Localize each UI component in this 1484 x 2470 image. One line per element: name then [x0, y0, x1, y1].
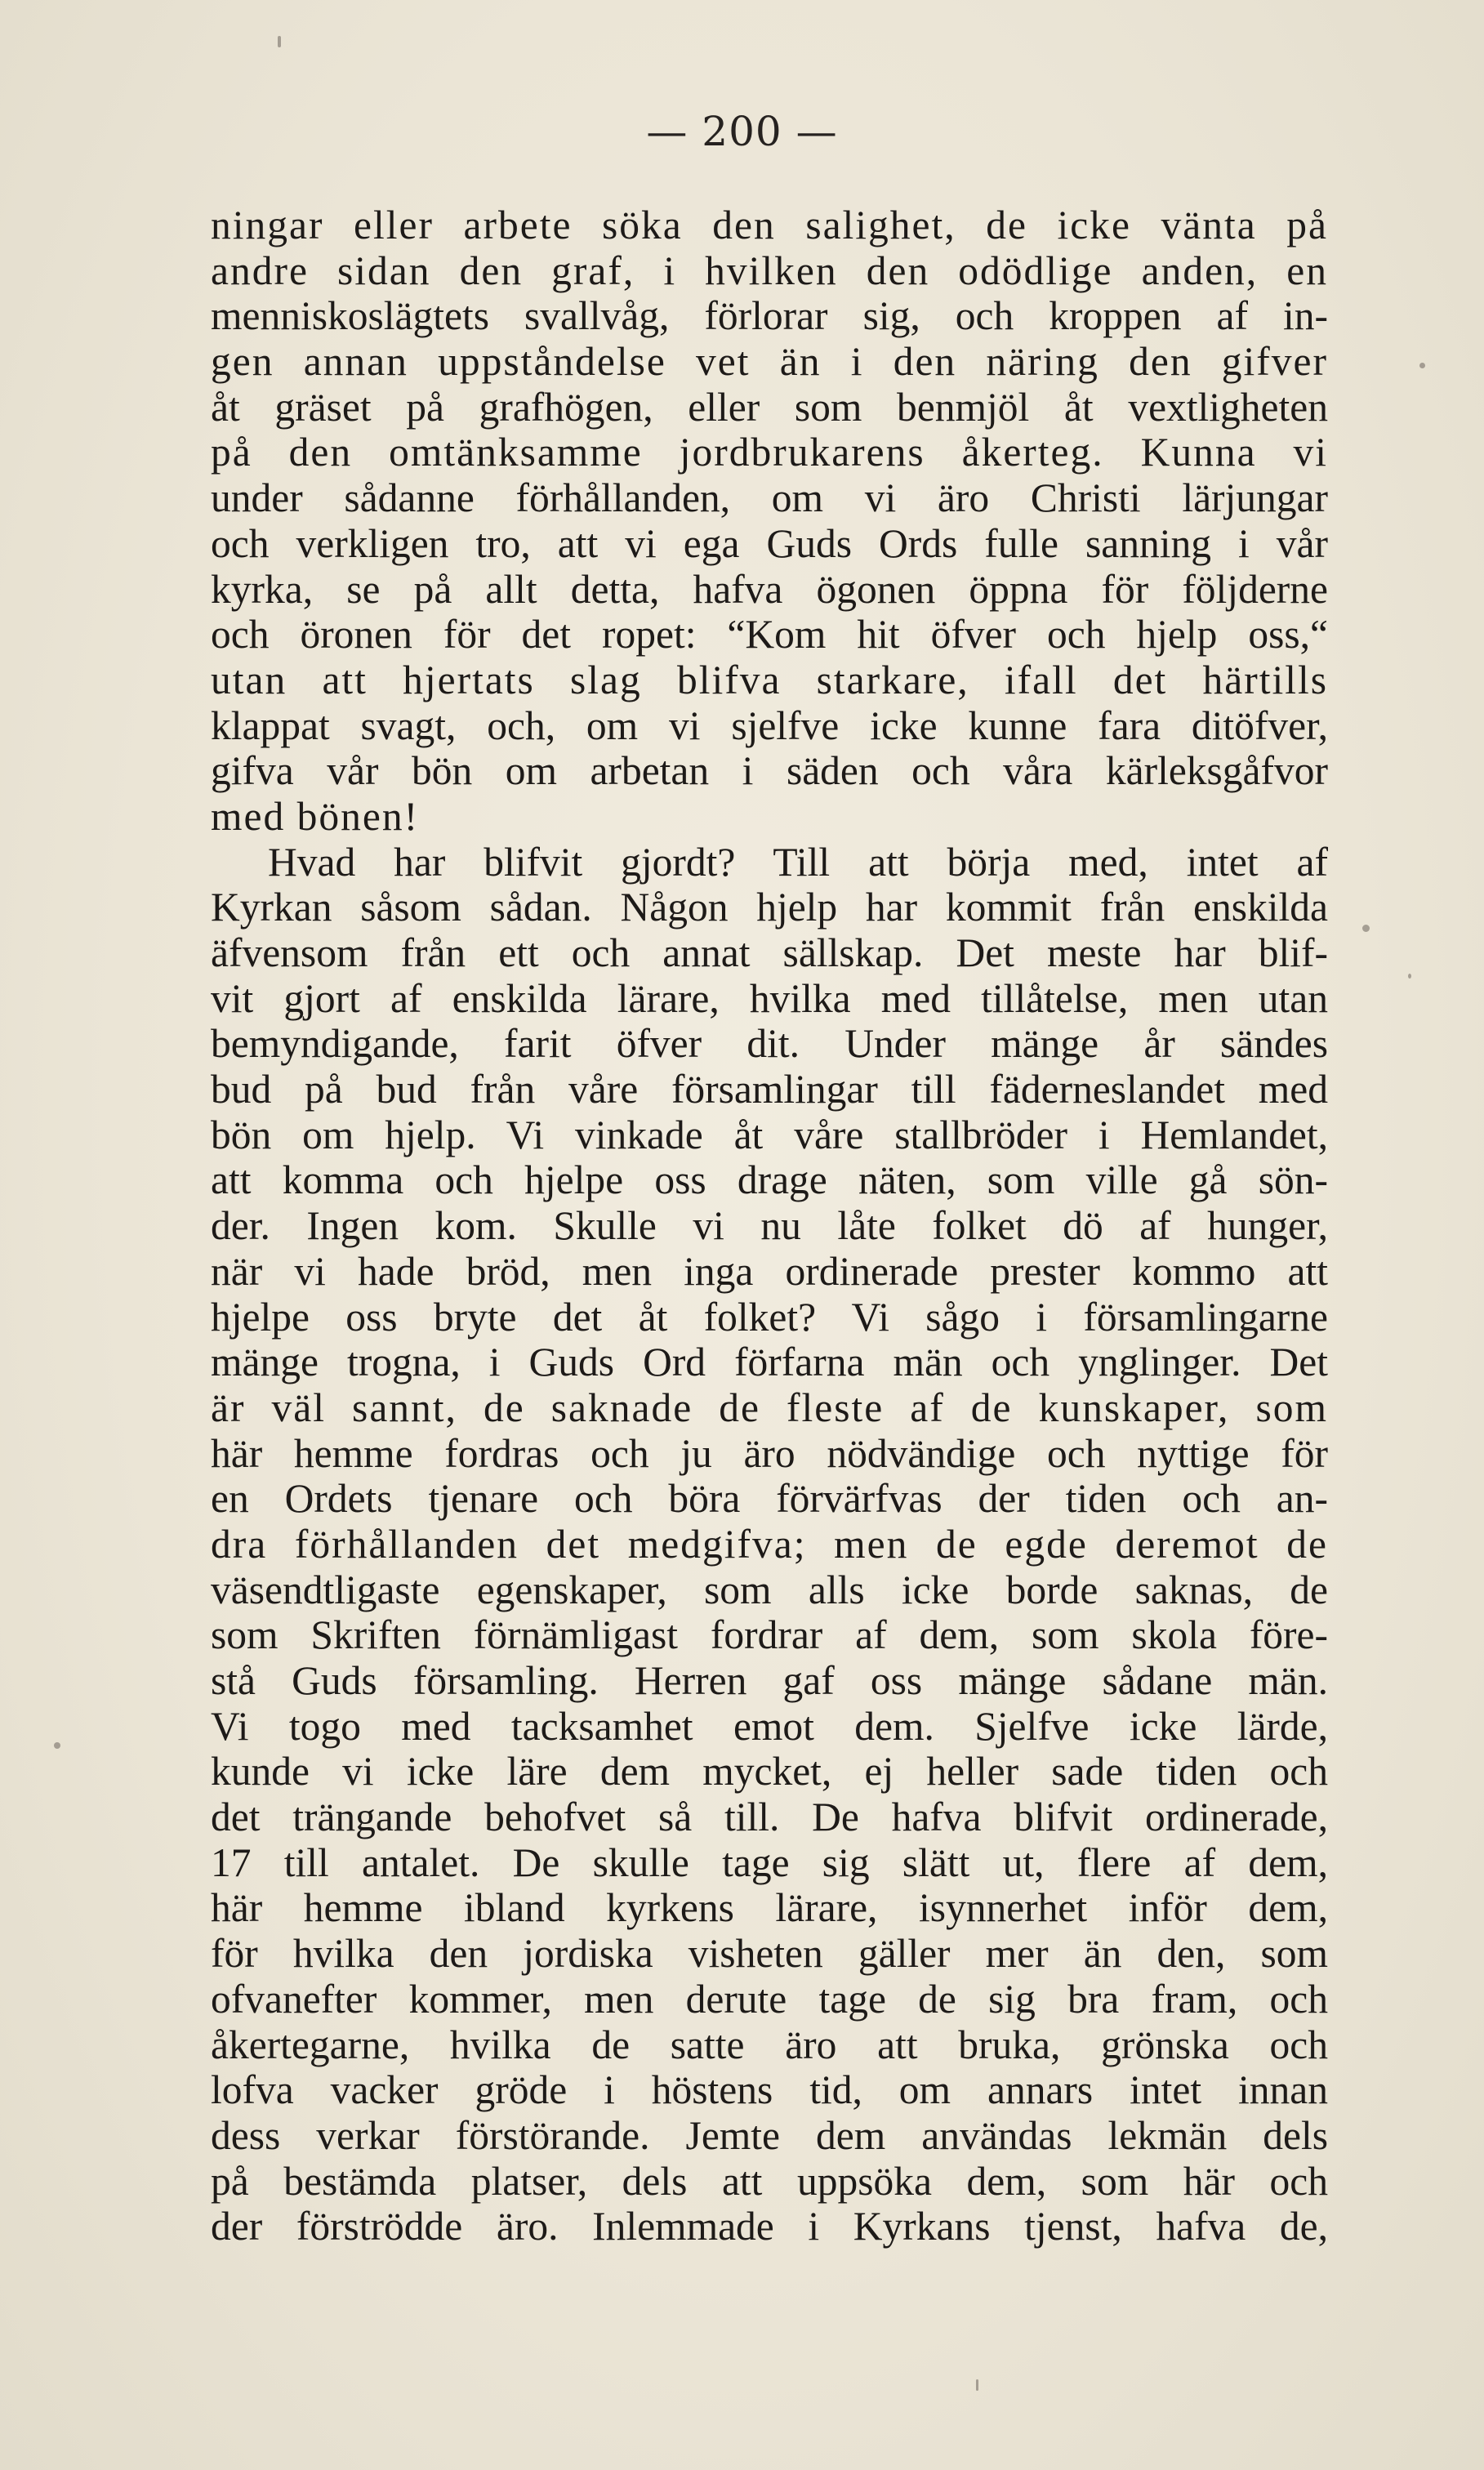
text-line: det trängande behofvet så till. De hafva blifvit ordinerade, — [211, 1795, 1328, 1840]
text-line: klappat svagt, och, om vi sjelfve icke kunne fara ditöfver, — [211, 702, 1328, 748]
text-line: der. Ingen kom. Skulle vi nu låte folket dö af hunger, — [211, 1203, 1328, 1249]
paper-speck — [1408, 974, 1411, 979]
text-line: Hvad har blifvit gjordt? Till att börja med, intet af — [268, 839, 1328, 885]
text-line: lofva vacker gröde i höstens tid, om annars intet innan — [211, 2067, 1328, 2113]
text-line: utan att hjertats slag blifva starkare, ifall det härtills — [211, 657, 1328, 702]
text-line: för hvilka den jordiska visheten gäller mer än den, som — [211, 1931, 1328, 1977]
text-line: kyrka, se på allt detta, hafva ögonen öppna för följderne — [211, 566, 1328, 612]
text-line: under sådanne förhållanden, om vi äro Christi lärjungar — [211, 475, 1328, 521]
text-line: ningar eller arbete söka den salighet, de icke vänta på — [211, 203, 1328, 247]
text-line: Kyrkan såsom sådan. Någon hjelp har kommit från enskilda — [211, 885, 1328, 930]
text-line: stå Guds församling. Herren gaf oss mänge sådane män. — [211, 1658, 1328, 1703]
page-number: — 200 — — [646, 108, 838, 155]
text-line: dra förhållanden det medgifva; men de egde deremot de — [211, 1521, 1328, 1567]
text-line: och verkligen tro, att vi ega Guds Ords fulle sanning i vår — [211, 520, 1328, 566]
text-line: vit gjort af enskilda lärare, hvilka med tillåtelse, men utan — [211, 975, 1328, 1021]
text-line: äfvensom från ett och annat sällskap. Det meste har blif- — [211, 930, 1328, 975]
text-line: dess verkar förstörande. Jemte dem användas lekmän dels — [211, 2112, 1328, 2158]
text-line: är väl sannt, de saknade de fleste af de kunskaper, som — [211, 1384, 1328, 1430]
text-line: Vi togo med tacksamhet emot dem. Sjelfve icke lärde, — [211, 1703, 1328, 1749]
text-line: åkertegarne, hvilka de satte äro att bruka, grönska och — [211, 2022, 1328, 2067]
text-line: på bestämda platser, dels att uppsöka dem, som här och — [211, 2158, 1328, 2204]
text-line: här hemme fordras och ju äro nödvändige och nyttige för — [211, 1430, 1328, 1476]
paper-speck — [278, 36, 281, 47]
text-line: gen annan uppståndelse vet än i den näring den gifver — [211, 339, 1328, 385]
text-line: väsendtligaste egenskaper, som alls icke borde saknas, de — [211, 1567, 1328, 1612]
text-line: bud på bud från våre församlingar till fäderneslandet med — [211, 1067, 1328, 1112]
paper-speck — [1362, 925, 1370, 932]
text-line: här hemme ibland kyrkens lärare, isynnerhet inför dem, — [211, 1885, 1328, 1931]
text-line: kunde vi icke läre dem mycket, ej heller sade tiden och — [211, 1749, 1328, 1795]
paper-speck — [1419, 363, 1425, 368]
text-line: mänge trogna, i Guds Ord förfarna män och ynglinger. Det — [211, 1340, 1328, 1385]
text-line: 17 till antalet. De skulle tage sig slätt ut, flere af dem, — [211, 1839, 1328, 1885]
text-line: med bönen! — [211, 793, 420, 839]
text-line: menniskoslägtets svallvåg, förlorar sig, och kroppen af in- — [211, 293, 1328, 339]
paper-speck — [54, 1742, 60, 1749]
text-line: bemyndigande, farit öfver dit. Under mänge år sändes — [211, 1021, 1328, 1067]
text-line: på den omtänksamme jordbrukarens åkerteg. Kunna vi — [211, 430, 1328, 475]
text-line: åt gräset på grafhögen, eller som benmjöl åt vextligheten — [211, 384, 1328, 430]
text-line: när vi hade bröd, men inga ordinerade prester kommo att — [211, 1248, 1328, 1294]
text-line: en Ordets tjenare och böra förvärfvas der tiden och an- — [211, 1476, 1328, 1522]
text-line: der förströdde äro. Inlemmade i Kyrkans tjenst, hafva de, — [211, 2204, 1328, 2249]
text-line: att komma och hjelpe oss drage näten, som ville gå sön- — [211, 1157, 1328, 1203]
text-line: gifva vår bön om arbetan i säden och våra kärleksgåfvor — [211, 748, 1328, 794]
text-line: som Skriften förnämligast fordrar af dem, som skola före- — [211, 1612, 1328, 1658]
text-line: andre sidan den graf, i hvilken den odödlige anden, en — [211, 247, 1328, 293]
text-line: och öronen för det ropet: “Kom hit öfver och hjelp oss,“ — [211, 612, 1328, 658]
body-text — [211, 203, 1328, 2249]
paper-speck — [976, 2379, 978, 2391]
text-line: hjelpe oss bryte det åt folket? Vi sågo i församlingarne — [211, 1294, 1328, 1340]
text-line: ofvanefter kommer, men derute tage de sig bra fram, och — [211, 1976, 1328, 2022]
text-line: bön om hjelp. Vi vinkade åt våre stallbröder i Hemlandet, — [211, 1112, 1328, 1157]
